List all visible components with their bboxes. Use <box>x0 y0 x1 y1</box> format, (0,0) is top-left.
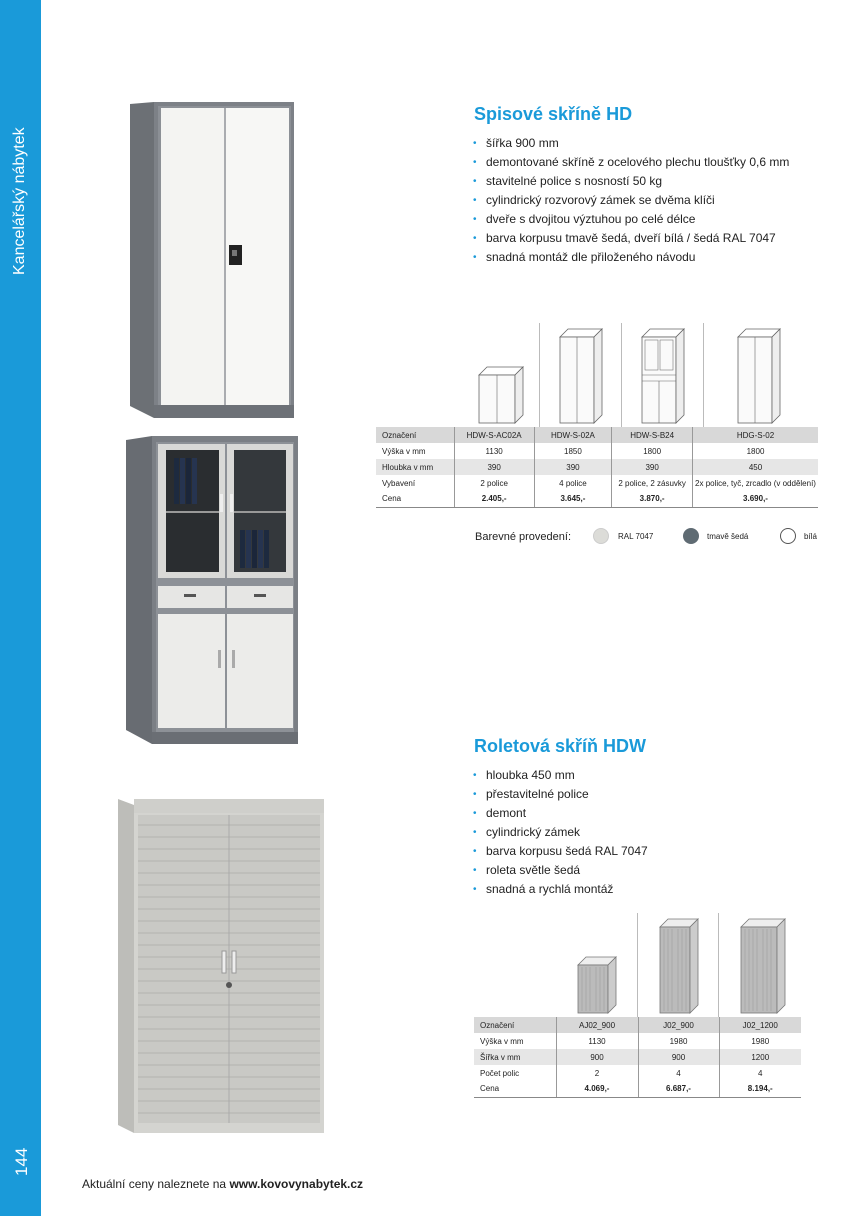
roller-cabinet-drawing-icon <box>719 913 801 1017</box>
table-cell: HDG-S-02 <box>693 427 819 443</box>
table-cell: 390 <box>454 459 534 475</box>
table-cell: 1200 <box>719 1049 801 1065</box>
steel-cabinet-glass-doors-drawers-icon <box>124 434 300 746</box>
feature-item: • demont <box>472 804 648 823</box>
cabinet-drawing-icon <box>704 323 816 427</box>
price-cell: 2.405,- <box>454 491 534 507</box>
roller-shutter-cabinet-icon <box>116 795 326 1137</box>
table-row <box>376 427 818 443</box>
table-cell: 1130 <box>556 1033 638 1049</box>
price-cell: 6.687,- <box>638 1081 719 1097</box>
cabinet-drawing-icon <box>622 323 704 427</box>
table-row <box>376 443 818 459</box>
table-cell: 1800 <box>612 443 693 459</box>
section-title-hd: Spisové skříně HD <box>474 104 633 124</box>
table-row <box>376 459 818 475</box>
roller-cabinet-drawing-icon <box>638 913 719 1017</box>
swatch-dark-grey <box>683 528 699 544</box>
feature-item: • šířka 900 mm <box>472 134 789 153</box>
sidebar-title: Kancelářský nábytek <box>11 127 28 275</box>
table-row <box>376 491 818 507</box>
table-cell: Cena <box>474 1081 556 1097</box>
section-title-hdw: Roletová skříň HDW <box>474 736 647 756</box>
feature-item: • dveře s dvojitou výztuhou po celé délce <box>472 210 789 229</box>
price-cell: 3.690,- <box>693 491 819 507</box>
drawing-aj02-900 <box>556 913 638 1017</box>
spec-table-hdw <box>474 1017 801 1098</box>
table-cell: 2x police, tyč, zrcadlo (v oddělení) <box>695 478 816 488</box>
table-cell: 4 <box>758 1068 763 1078</box>
feature-item: • roleta světle šedá <box>472 861 648 880</box>
swatch-white <box>780 528 796 544</box>
table-cell: 450 <box>693 459 819 475</box>
table-cell: 4 <box>638 1065 719 1081</box>
table-cell: Označení <box>474 1017 556 1033</box>
feature-item: • snadná a rychlá montáž <box>472 880 648 899</box>
feature-list-hdw <box>472 766 648 899</box>
table-cell: Počet polic <box>474 1065 556 1081</box>
price-cell: 3.645,- <box>534 491 612 507</box>
cabinet-drawing-icon <box>540 323 622 427</box>
drawing-hdw-s-ac02a <box>457 323 540 427</box>
table-cell: 1130 <box>454 443 534 459</box>
table-cell: 1850 <box>534 443 612 459</box>
table-row <box>474 1033 801 1049</box>
table-row <box>474 1017 801 1033</box>
price-cell: 8.194,- <box>719 1081 801 1097</box>
table-cell: Hloubka v mm <box>376 459 454 475</box>
table-cell: 390 <box>612 459 693 475</box>
price-cell: 3.870,- <box>612 491 693 507</box>
footer-link[interactable]: www.kovovynabytek.cz <box>229 1177 364 1191</box>
table-cell: HDW-S-B24 <box>612 427 693 443</box>
table-cell: Šířka v mm <box>474 1049 556 1065</box>
page-number: 144 <box>12 1147 31 1176</box>
table-cell: 2 police, 2 zásuvky <box>612 475 693 491</box>
table-cell: AJ02_900 <box>556 1017 638 1033</box>
steel-cabinet-white-doors-icon <box>126 100 296 420</box>
table-cell: HDW-S-AC02A <box>454 427 534 443</box>
feature-item: • přestavitelné police <box>472 785 648 804</box>
feature-item: • barva korpusu tmavě šedá, dveří bílá / šedá RAL 7047 <box>472 229 789 248</box>
feature-item: • cylindrický rozvorový zámek se dvěma klíči <box>472 191 789 210</box>
table-row <box>474 1065 801 1081</box>
feature-list-hd <box>472 134 789 267</box>
table-cell: Výška v mm <box>474 1033 556 1049</box>
table-cell: J02_900 <box>638 1017 719 1033</box>
drawing-j02-1200 <box>719 913 801 1017</box>
swatch-ral7047 <box>593 528 609 544</box>
table-row <box>474 1049 801 1065</box>
sidebar <box>0 0 41 1216</box>
drawing-j02-900 <box>638 913 719 1017</box>
table-cell: 1800 <box>746 446 765 456</box>
swatch-label: bílá <box>804 532 817 541</box>
table-cell: Cena <box>376 491 454 507</box>
footer-text: Aktuální ceny naleznete na <box>82 1177 230 1191</box>
swatch-label: tmavě šedá <box>707 532 749 541</box>
color-variants-label: Barevné provedení: <box>475 531 572 543</box>
roller-cabinet-drawing-icon <box>556 913 638 1017</box>
table-cell: 390 <box>534 459 612 475</box>
color-variants <box>475 527 825 547</box>
table-cell: HDW-S-02A <box>534 427 612 443</box>
table-cell: Označení <box>376 427 454 443</box>
table-row <box>376 475 818 491</box>
spec-table-hd <box>376 427 818 508</box>
price-cell: 4.069,- <box>556 1081 638 1097</box>
table-cell: 2 <box>556 1065 638 1081</box>
table-cell: 2 police <box>454 475 534 491</box>
table-cell: 900 <box>556 1049 638 1065</box>
table-row <box>474 1081 801 1097</box>
swatch-label: RAL 7047 <box>618 532 654 541</box>
drawing-hdw-s-b24 <box>622 323 704 427</box>
feature-item: • hloubka 450 mm <box>472 766 648 785</box>
table-cell: 900 <box>638 1049 719 1065</box>
drawing-hdw-s-02a <box>540 323 622 427</box>
table-cell: Výška v mm <box>376 443 454 459</box>
table-cell: 1980 <box>638 1033 719 1049</box>
cabinet-drawing-icon <box>457 323 540 427</box>
feature-item: • stavitelné police s nosností 50 kg <box>472 172 789 191</box>
feature-item: • demontované skříně z ocelového plechu tloušťky 0,6 mm <box>472 153 789 172</box>
drawing-hdg-s-02 <box>704 323 816 427</box>
table-cell: 1980 <box>751 1036 770 1046</box>
feature-item: • snadná montáž dle přiloženého návodu <box>472 248 789 267</box>
footer <box>82 1177 363 1191</box>
feature-item: • barva korpusu šedá RAL 7047 <box>472 842 648 861</box>
feature-item: • cylindrický zámek <box>472 823 648 842</box>
table-cell: Vybavení <box>376 475 454 491</box>
table-cell: 4 police <box>534 475 612 491</box>
table-cell: J02_1200 <box>719 1017 801 1033</box>
